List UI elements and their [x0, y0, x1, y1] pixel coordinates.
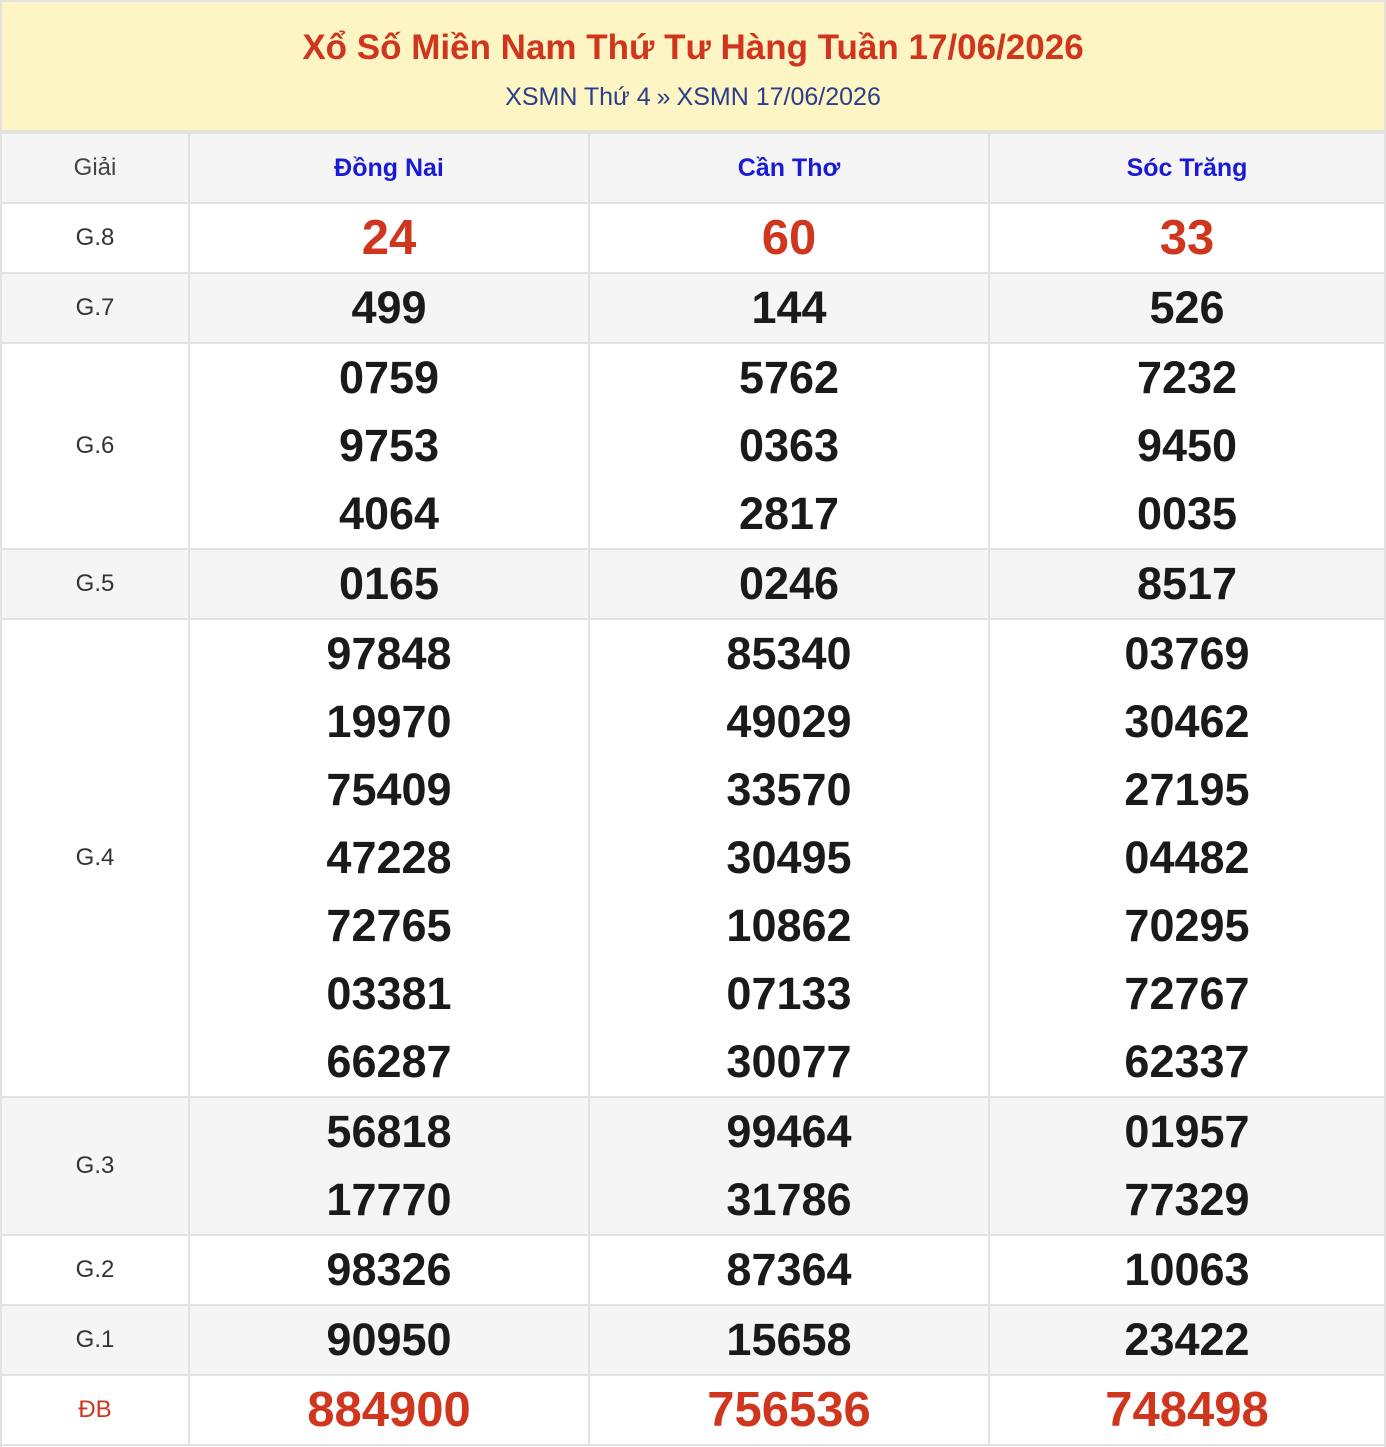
- lottery-number: 30495: [726, 832, 852, 883]
- result-cell: [189, 1235, 589, 1305]
- lottery-number: 31786: [726, 1174, 852, 1225]
- lottery-number: 0165: [338, 558, 440, 609]
- lottery-number: 72765: [326, 900, 452, 951]
- province-header[interactable]: Sóc Trăng: [989, 133, 1384, 203]
- lottery-number: 66287: [326, 1036, 452, 1087]
- result-cell: [589, 619, 989, 1097]
- lottery-number: 10862: [726, 900, 852, 951]
- result-cell: [189, 1375, 589, 1445]
- lottery-number: 97848: [326, 628, 452, 679]
- table-row: [2, 1305, 1384, 1375]
- table-row: [2, 203, 1384, 273]
- lottery-number: 49029: [726, 696, 852, 747]
- result-cell: [589, 1235, 989, 1305]
- result-cell: [989, 343, 1384, 549]
- result-cell: [589, 1097, 989, 1235]
- table-row: [2, 343, 1384, 549]
- lottery-number: 0759: [338, 352, 440, 403]
- result-cell: [989, 1305, 1384, 1375]
- lottery-number: 748498: [1105, 1383, 1269, 1437]
- lottery-number: 62337: [1124, 1036, 1250, 1087]
- lottery-number: 0363: [738, 420, 840, 471]
- result-cell: [189, 203, 589, 273]
- prize-label: G.1: [2, 1305, 189, 1375]
- lottery-number: 756536: [707, 1383, 871, 1437]
- result-cell: [589, 1375, 989, 1445]
- breadcrumb: [2, 82, 1384, 112]
- lottery-number: 499: [351, 282, 427, 333]
- result-cell: [189, 549, 589, 619]
- lottery-number: 70295: [1124, 900, 1250, 951]
- lottery-number: 75409: [326, 764, 452, 815]
- table-row: [2, 273, 1384, 343]
- result-cell: [189, 1305, 589, 1375]
- lottery-number: 9450: [1136, 420, 1238, 471]
- lottery-number: 30077: [726, 1036, 852, 1087]
- lottery-number: 03769: [1124, 628, 1250, 679]
- lottery-number: 77329: [1124, 1174, 1250, 1225]
- lottery-number: 24: [361, 211, 417, 265]
- lottery-number: 4064: [338, 488, 440, 539]
- result-cell: [989, 1235, 1384, 1305]
- lottery-number: 60: [761, 211, 817, 265]
- prize-label: G.2: [2, 1235, 189, 1305]
- table-header-row: [2, 133, 1384, 203]
- lottery-number: 07133: [726, 968, 852, 1019]
- breadcrumb-separator: »: [656, 83, 671, 111]
- lottery-number: 90950: [326, 1314, 452, 1365]
- lottery-number: 47228: [326, 832, 452, 883]
- lottery-number: 10063: [1124, 1244, 1250, 1295]
- prize-label: G.5: [2, 549, 189, 619]
- page-title: Xổ Số Miền Nam Thứ Tư Hàng Tuần 17/06/2026: [302, 28, 1084, 67]
- lottery-number: 27195: [1124, 764, 1250, 815]
- lottery-number: 2817: [738, 488, 840, 539]
- prize-label: G.6: [2, 343, 189, 549]
- lottery-number: 19970: [326, 696, 452, 747]
- lottery-number: 30462: [1124, 696, 1250, 747]
- result-cell: [189, 343, 589, 549]
- result-cell: [589, 549, 989, 619]
- prize-label: G.4: [2, 619, 189, 1097]
- lottery-number: 0035: [1136, 488, 1238, 539]
- table-row: [2, 1235, 1384, 1305]
- lottery-number: 7232: [1136, 352, 1238, 403]
- lottery-number: 17770: [326, 1174, 452, 1225]
- result-cell: [589, 1305, 989, 1375]
- result-cell: [189, 619, 589, 1097]
- result-cell: [989, 203, 1384, 273]
- breadcrumb-link-weekday[interactable]: XSMN Thứ 4: [505, 83, 651, 111]
- lottery-number: 99464: [726, 1106, 852, 1157]
- lottery-number: 144: [751, 282, 827, 333]
- results-header: [2, 2, 1384, 132]
- result-cell: [989, 619, 1384, 1097]
- prize-label: G.7: [2, 273, 189, 343]
- lottery-number: 72767: [1124, 968, 1250, 1019]
- result-cell: [989, 1375, 1384, 1445]
- lottery-number: 03381: [326, 968, 452, 1019]
- result-cell: [589, 203, 989, 273]
- province-header[interactable]: Cần Thơ: [589, 133, 989, 203]
- result-cell: [989, 549, 1384, 619]
- lottery-number: 85340: [726, 628, 852, 679]
- table-row: [2, 1097, 1384, 1235]
- result-cell: [189, 1097, 589, 1235]
- lottery-number: 5762: [738, 352, 840, 403]
- result-cell: [589, 343, 989, 549]
- lottery-number: 98326: [326, 1244, 452, 1295]
- lottery-number: 9753: [338, 420, 440, 471]
- lottery-number: 526: [1149, 282, 1225, 333]
- lottery-number: 33570: [726, 764, 852, 815]
- province-header[interactable]: Đồng Nai: [189, 133, 589, 203]
- table-row: [2, 1375, 1384, 1445]
- table-row: [2, 549, 1384, 619]
- lottery-number: 0246: [738, 558, 840, 609]
- lottery-number: 8517: [1136, 558, 1238, 609]
- result-cell: [989, 1097, 1384, 1235]
- prize-label: G.8: [2, 203, 189, 273]
- lottery-number: 23422: [1124, 1314, 1250, 1365]
- lottery-number: 15658: [726, 1314, 852, 1365]
- prize-label: ĐB: [2, 1375, 189, 1445]
- prize-label: G.3: [2, 1097, 189, 1235]
- lottery-number: 884900: [307, 1383, 471, 1437]
- result-cell: [589, 273, 989, 343]
- results-body: [2, 203, 1384, 1445]
- lottery-number: 01957: [1124, 1106, 1250, 1157]
- prize-column-header: Giải: [2, 133, 189, 203]
- lottery-number: 56818: [326, 1106, 452, 1157]
- lottery-number: 33: [1159, 211, 1215, 265]
- lottery-number: 87364: [726, 1244, 852, 1295]
- breadcrumb-link-date[interactable]: XSMN 17/06/2026: [676, 83, 881, 111]
- lottery-number: 04482: [1124, 832, 1250, 883]
- table-row: [2, 619, 1384, 1097]
- result-cell: [989, 273, 1384, 343]
- result-cell: [189, 273, 589, 343]
- results-table: [2, 132, 1384, 1446]
